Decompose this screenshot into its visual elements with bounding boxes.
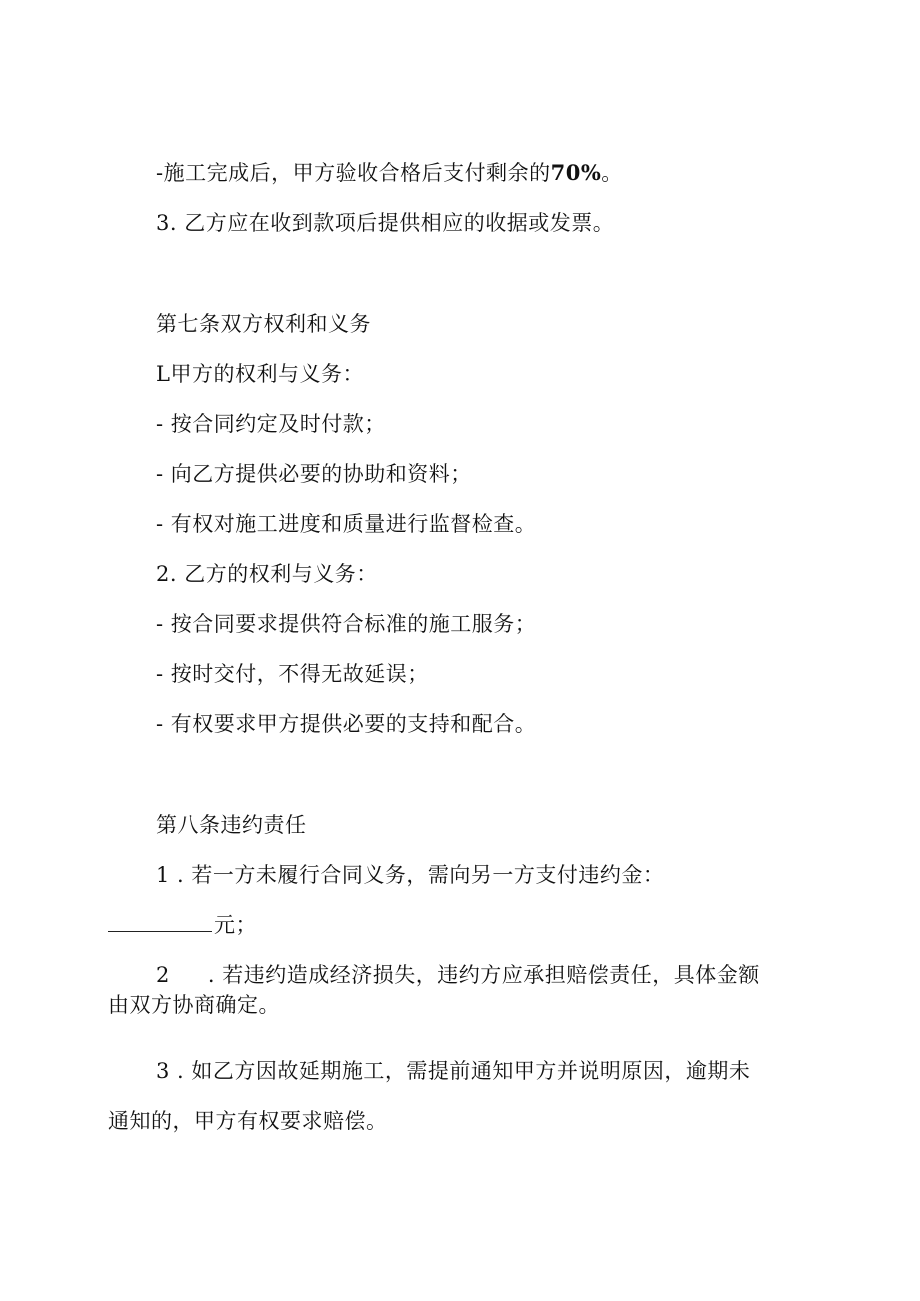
damages-clause-number: 2 (156, 963, 170, 987)
damages-clause-line1 (156, 960, 760, 990)
payment-remaining-line (156, 158, 623, 188)
penalty-amount-blank (108, 913, 212, 932)
party-a-item: - 向乙方提供必要的协助和资料； (156, 462, 472, 486)
delay-clause-line2: 通知的，甲方有权要求赔偿。 (108, 1109, 388, 1133)
damages-clause-text: . 若违约造成经济损失，违约方应承担赔偿责任，具体金额 (207, 963, 760, 987)
penalty-amount-line (108, 910, 257, 940)
receipt-clause: 3. 乙方应在收到款项后提供相应的收据或发票。 (156, 211, 615, 235)
party-a-item: - 有权对施工进度和质量进行监督检查。 (156, 512, 537, 536)
payment-remaining-end: 。 (601, 161, 623, 185)
party-a-item: - 按合同约定及时付款； (156, 412, 386, 436)
party-b-title: 2. 乙方的权利与义务： (156, 562, 378, 586)
delay-clause-line1: 3 . 如乙方因故延期施工，需提前通知甲方并说明原因，逾期未 (156, 1059, 751, 1083)
party-b-item: - 有权要求甲方提供必要的支持和配合。 (156, 712, 537, 736)
section7-heading: 第七条双方权利和义务 (156, 312, 371, 336)
payment-percent: 70% (550, 160, 602, 185)
penalty-amount-unit: 元； (214, 913, 257, 937)
party-b-item: - 按时交付，不得无故延误； (156, 662, 429, 686)
section8-heading: 第八条违约责任 (156, 813, 307, 837)
party-a-title: L甲方的权利与义务： (156, 362, 364, 386)
payment-remaining-text: -施工完成后，甲方验收合格后支付剩余的 (156, 161, 551, 185)
damages-clause-line2: 由双方协商确定。 (108, 993, 280, 1017)
party-b-item: - 按合同要求提供符合标准的施工服务； (156, 612, 537, 636)
penalty-clause: 1 . 若一方未履行合同义务，需向另一方支付违约金： (156, 863, 665, 887)
